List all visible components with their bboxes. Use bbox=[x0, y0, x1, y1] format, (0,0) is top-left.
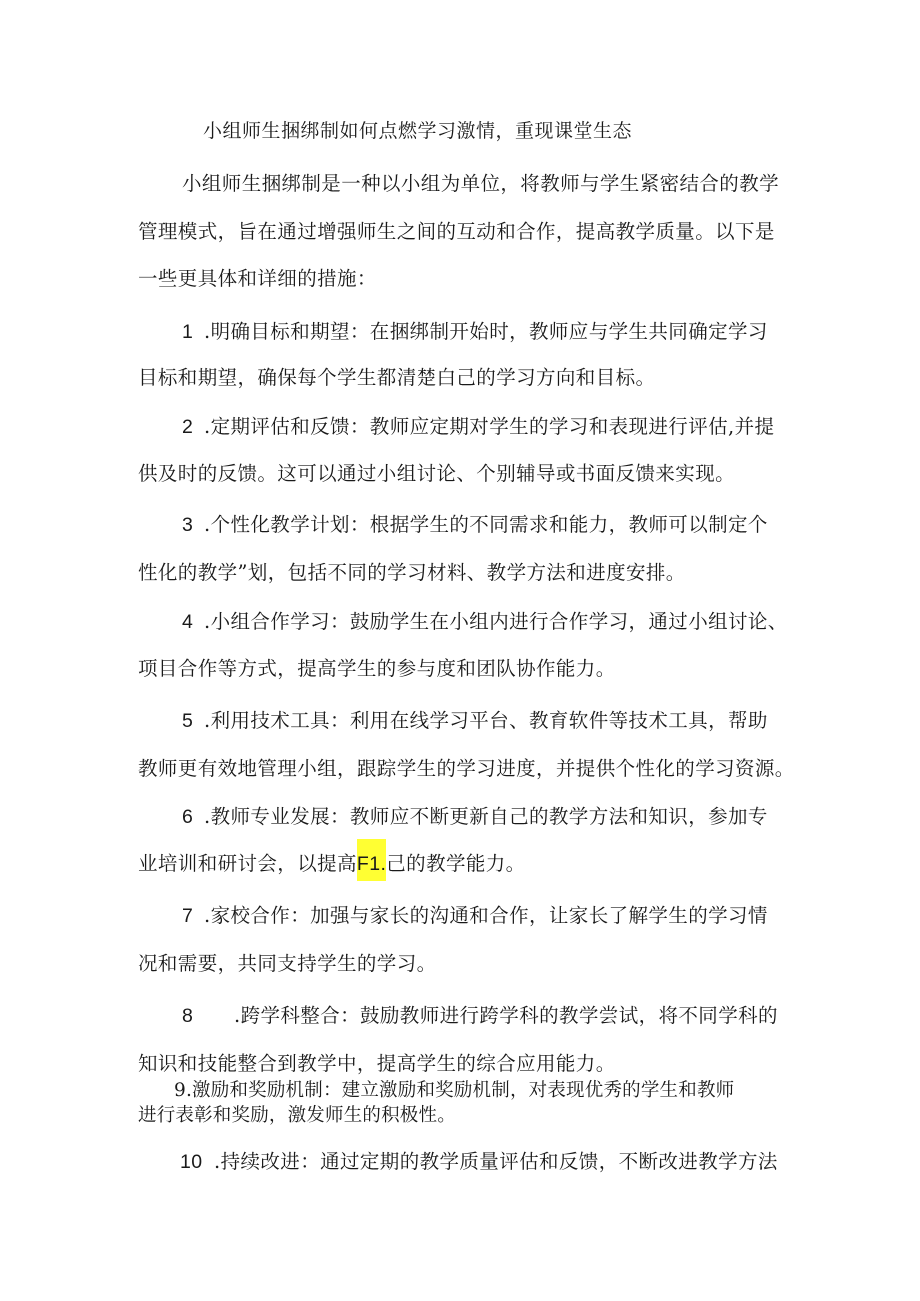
list-item-7-continuation: 况和需要，共同支持学生的学习。 bbox=[138, 952, 437, 975]
list-item-7 bbox=[182, 900, 768, 928]
item-number: 5 bbox=[182, 710, 194, 732]
item-number: 1 bbox=[182, 321, 194, 343]
item-text: .个性化教学计划：根据学生的不同需求和能力，教师可以制定个 bbox=[204, 513, 768, 536]
list-item-5-continuation: 教师更有效地管理小组，跟踪学生的学习进度，并提供个性化的学习资源。 bbox=[138, 757, 795, 780]
list-item-10 bbox=[180, 1146, 778, 1174]
list-item-1-continuation: 目标和期望，确保每个学生都清楚白己的学习方向和目标。 bbox=[138, 366, 656, 389]
item-text: .利用技术工具：利用在线学习平台、教育软件等技术工具，帮助 bbox=[204, 709, 768, 732]
item-text: .家校合作：加强与家长的沟通和合作，让家长了解学生的学习情 bbox=[204, 904, 768, 927]
list-item-9-continuation: 进行表彰和奖励，激发师生的积极性。 bbox=[138, 1105, 456, 1126]
list-item-3-continuation: 性化的教学”划，包括不同的学习材料、教学方法和进度安排。 bbox=[138, 561, 686, 584]
item-text: .跨学科整合：鼓励教师进行跨学科的教学尝试，将不同学科的 bbox=[234, 1004, 778, 1027]
list-item-3 bbox=[182, 509, 768, 537]
item-text: .小组合作学习：鼓励学生在小组内进行合作学习，通过小组讨论、 bbox=[204, 610, 788, 633]
list-item-4 bbox=[182, 606, 788, 634]
list-item-2 bbox=[182, 411, 774, 439]
list-item-5 bbox=[182, 705, 768, 733]
list-item-1 bbox=[182, 316, 768, 344]
intro-line-1: 小组师生捆绑制是一种以小组为单位，将教师与学生紧密结合的教学 bbox=[182, 172, 780, 195]
list-item-4-continuation: 项目合作等方式，提高学生的参与度和团队协作能力。 bbox=[138, 657, 616, 680]
item-number: 7 bbox=[182, 905, 194, 927]
list-item-6-continuation bbox=[138, 848, 526, 876]
item-text: .明确目标和期望：在捆绑制开始时，教师应与学生共同确定学习 bbox=[204, 320, 768, 343]
item-text: .持续改进：通过定期的教学质量评估和反馈，不断改进教学方法 bbox=[214, 1150, 778, 1173]
item-number: 10 bbox=[180, 1151, 203, 1173]
highlighted-text: F1. bbox=[357, 839, 386, 881]
item-number: 2 bbox=[182, 416, 194, 438]
item-text-pre: 业培训和研讨会，以提高 bbox=[138, 852, 357, 875]
item-text-post: 己的教学能力。 bbox=[386, 852, 526, 875]
intro-line-3: 一些更具体和详细的措施： bbox=[138, 267, 377, 290]
item-text: .教师专业发展：教师应不断更新自己的教学方法和知识，参加专 bbox=[204, 805, 768, 828]
intro-line-2: 管理模式，旨在通过增强师生之间的互动和合作，提高教学质量。以下是 bbox=[138, 220, 775, 243]
item-number: 3 bbox=[182, 514, 194, 536]
list-item-8 bbox=[182, 1000, 778, 1028]
list-item-2-continuation: 供及时的反馈。这可以通过小组讨论、个别辅导或书面反馈来实现。 bbox=[138, 462, 736, 485]
item-number: 6 bbox=[182, 806, 194, 828]
list-item-6 bbox=[182, 801, 768, 829]
list-item-8-continuation: 知识和技能整合到教学中，提高学生的综合应用能力。 bbox=[138, 1052, 616, 1075]
list-item-9: 9.激励和奖励机制：建立激励和奖励机制，对表现优秀的学生和教师 bbox=[174, 1080, 735, 1101]
document-title: 小组师生捆绑制如何点燃学习激情，重现课堂生态 bbox=[203, 120, 633, 142]
item-number: 4 bbox=[182, 611, 194, 633]
item-number: 8 bbox=[182, 1005, 194, 1027]
item-text: .定期评估和反馈：教师应定期对学生的学习和表现进行评估,并提 bbox=[204, 415, 775, 438]
